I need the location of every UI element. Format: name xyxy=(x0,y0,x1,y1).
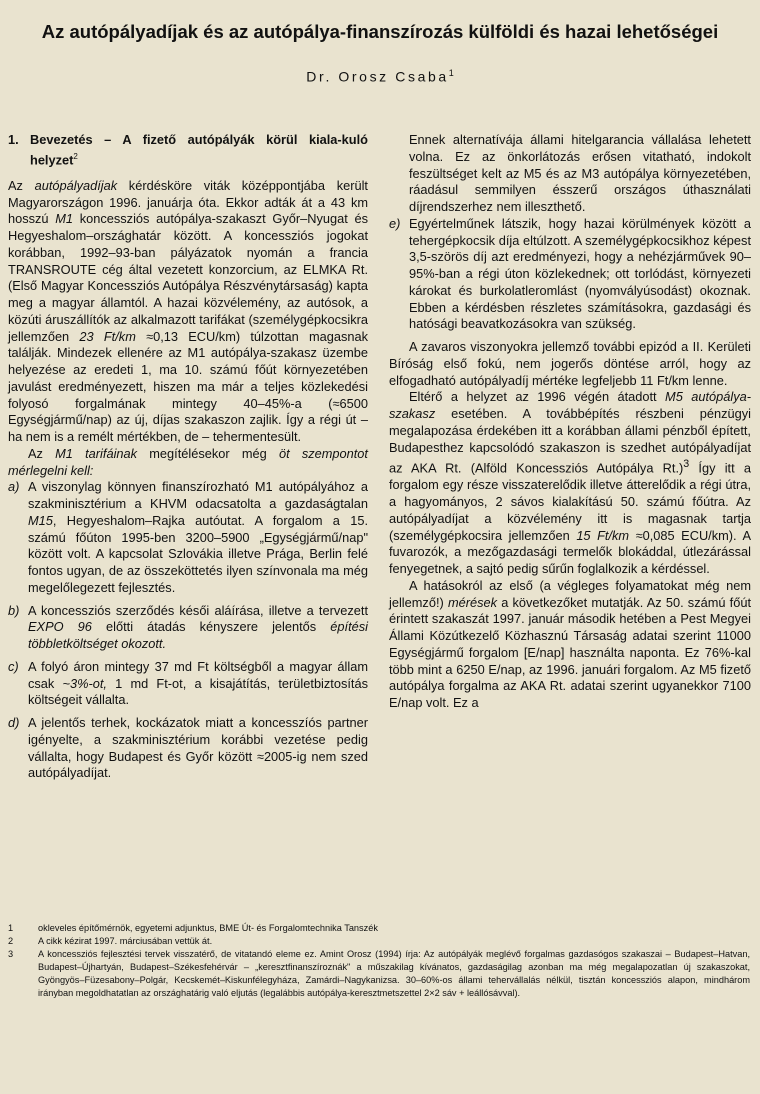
footnote xyxy=(8,935,750,948)
text-run: ≈0,085 ECU/km). A fuvarozók, a mezőgazdasági termelők blokáddal, útlezárással fenyegetnek, a sajtó pedig sűrűn foglalkozik a kérdéssel. xyxy=(389,527,751,577)
text-run: koncessziós autópálya-szakaszt Győr–Nyugat és Hegyeshalom–országhatár között. A koncessziós jogokat korábban, 1992–93-ban pályázatok nyomán a francia TRANSROUTE cég által vezetett konzorcium, az ELMKA Rt. (Első Magyar Koncessziós Autópálya Részvénytársaság) kapta meg a magyar államtól. A hazai közvélemény, az autósok, a közúti áruszállítók az alkalmazott tarifákat (személygépkocsikra jellemzően xyxy=(8,211,368,344)
footnote-mark: 3 xyxy=(683,458,690,471)
text-run: A viszonylag könnyen finanszírozható M1 autópályához a szakminisztérium a KHVM odacsatolta a gazdaságtalan xyxy=(28,479,368,512)
footnote xyxy=(8,922,750,935)
text-run: Az xyxy=(8,177,35,193)
text-run: kérdésköre viták középpontjába került Magyarországon 1996. januárja óta. Ekkor adták át a 43 km hosszú xyxy=(8,177,368,227)
item-text xyxy=(28,479,368,596)
section-title-wrap xyxy=(30,132,368,169)
right-column xyxy=(389,132,751,712)
author-name: Dr. Orosz Csaba xyxy=(306,68,449,85)
emphasis: EXPO 96 xyxy=(28,619,92,635)
article-title: Az autópályadíjak és az autópálya-finanszírozás külföldi és hazai lehetőségei xyxy=(41,21,719,42)
section-heading xyxy=(8,132,368,169)
text-run: A koncessziós szerződés késői aláírása, illetve a tervezett xyxy=(28,602,368,618)
item-text xyxy=(28,659,368,709)
text-run: ≈0,13 ECU/km) túlzottan magasnak találják. Mindezek ellenére az M1 autópálya-szakasz üzembe helyezése az eredeti 1, ma 10. számú főút környezetében javulást eredményezett, hiszen ma már a teljes közlekedési folyosó forgalmának mintegy 40–45%-a (≈6500 Egységjármű/nap) az új, díjas szakaszon zajlik. Így a régi út – ha nem is a remélt mértékben, de – tehermentesült. xyxy=(8,328,368,445)
list-item-c xyxy=(8,659,368,709)
emphasis: M15 xyxy=(28,512,53,528)
emphasis: mérések xyxy=(447,594,498,610)
list-item-d xyxy=(8,715,368,782)
item-label: c) xyxy=(8,658,19,674)
text-run: esetében. A továbbépítés részbeni pénzügyi megalapozása érdekében itt a korábban állami pénzből épített, Budapesthez kapcsolódó szakaszon is szedhet autópályadíjat az AKA Rt. (Alföld Koncessziós Autópálya Rt.) xyxy=(389,406,751,476)
list-item-e xyxy=(389,216,751,333)
text-run: 1 md Ft-ot, a kisajátítás, területbiztosítás költségeit vállalta. xyxy=(28,675,368,708)
item-text: Egyértelműnek látszik, hogy hazai körülmények között a tehergépkocsik díja eltúlzott. A személygépkocsikhoz képest 3,5-szörös díj azt eredményezi, hogy a nehézjárművek 90–95%-ban a régi úton közlekednek; ott torlódást, környezeti károkat és burkolatleromlást (nyomvályúsodást) okoznak. Ebben a kérdésben részletes számításokra, gazdasági és hatósági beavatkozásokra van szükség. xyxy=(409,215,751,332)
item-text: A jelentős terhek, kockázatok miatt a koncesszíós partner igényelte, a szakminisztérium korábbi vezetése pedig vállalta, hogy Budapest és Győr között ≈2005-ig nem szed autópályadíjat. xyxy=(28,715,368,781)
emphasis: öt szempontot mérlegelni kell: xyxy=(8,445,368,478)
item-label: d) xyxy=(8,715,20,731)
list-item-b xyxy=(8,603,368,653)
text-run: A hatásokról az első (a végleges folyamatokat még nem jellemző!) xyxy=(389,577,751,610)
footnote-number: 2 xyxy=(8,936,14,946)
m5-paragraph xyxy=(389,389,751,578)
section-title: Bevezetés – A fizető autópályák körül kiala-kuló helyzet xyxy=(30,132,368,168)
author-line xyxy=(0,68,760,85)
text-run: a következőket mutatják. Az 50. számú főút érintett szakaszát 1997. január második hetében a Pest Megyei Állami Közútkezelő Közhasznú Társaság adatai szerint 11000 Egységjármű forgalom [E/nap] használta naponta. Ez 76%-kal több mint a 6250 E/nap, az 1996. januári forgalom. Az M5 fizető autópálya forgalma az AKA Rt. adatai szerint ugyanekkor 7100 E/nap volt. Ez a xyxy=(389,594,752,711)
court-paragraph: A zavaros viszonyokra jellemző további epizód a II. Kerületi Bíróság első fokú, nem jogerős döntése arról, hogy az elfogadható autópályadíj mértéke legfeljebb 11 Ft/km lenne. xyxy=(389,339,751,388)
text-run: , Hegyeshalom–Rajka autóutat. A forgalom a 15. számú főúton 1995-ben 3200–5900 „Egységjármű/nap" között volt. A kapcsolat Szlovákia illetve Prága, Berlin felé fontos ugyan, de az összeköttetés ilyen színvonala ma még megelőlegezett fejlesztés. xyxy=(28,512,368,595)
footnote-text: okleveles építőmérnök, egyetemi adjunktus, BME Út- és Forgalomtechnika Tanszék xyxy=(38,923,378,933)
text-run: Eltérő a helyzet az 1996 végén átadott xyxy=(409,389,666,405)
text-run: Az xyxy=(28,445,56,461)
footnotes xyxy=(8,922,750,1000)
footnote-number: 3 xyxy=(8,949,14,959)
emphasis: 15 Ft/km xyxy=(576,527,630,543)
emphasis: M5 autópálya-szakasz xyxy=(389,389,752,421)
footnote-text: A koncessziós fejlesztési tervek visszatérő, de vitatandó eleme ez. Amint Orosz (1994) írja: Az autópályák meglévő forgalmas gazdasógos szakaszai – Budapest–Hatvan, Budapest–Újhartyán, Budapest–Székesfehérvár – „keresztfinanszíroznák" a műszakilag kívánatos, gazdaságilag azonban ma még megalapozatlan új szakaszokat, Gyöngyös–Füzesabony–Polgár, Kecskemét–Kiskunfélegyháza, Zamárdi–Nagykanizsa. 30–60%-os állami tehervállalás nélkül, tisztán koncessziós alapon, mindhárom irányban megoldhatatlan az országhatárig való eljutás (legalábbis autópálya-keresztmetszettel 2×2 sáv + leállósávval). xyxy=(38,949,750,998)
intro-paragraph xyxy=(8,178,368,446)
item-d-continuation: Ennek alternatívája állami hitelgarancia vállalása lehetett volna. Ez az önkorlátozás erősen vitatható, indokolt feszültséget kelt az M5 és az M3 autópálya környezetében, ráadásul semmilyen ésszerű országos úthasználati díjrendszerhez nem illeszthető. xyxy=(409,132,751,214)
section-footnote-mark: 2 xyxy=(73,151,78,161)
emphasis: ~3%-ot, xyxy=(62,675,107,691)
measurements-paragraph xyxy=(389,578,751,712)
footnote-number: 1 xyxy=(8,923,14,933)
author-footnote-mark: 1 xyxy=(448,68,454,78)
emphasis: M1 tarifáinak xyxy=(55,445,138,461)
left-column xyxy=(8,132,368,788)
text-run: megítélésekor még xyxy=(137,445,279,461)
footnote xyxy=(8,948,750,1000)
text-run: Így itt a forgalom egy része visszaterelődik illetve átterelődik a régi útra, a hagyományos, 2 sávos kialakítású 50. számú főútra. Az autópályadíjat a közvélemény itt is magasnak tartja (személygépkocsira jellemzően xyxy=(389,460,751,543)
emphasis: 23 Ft/km xyxy=(79,328,136,344)
item-text xyxy=(28,603,368,653)
list-item-a xyxy=(8,479,368,596)
text-run: előtti átadás kényszere jelentős xyxy=(91,619,331,635)
section-number: 1. xyxy=(8,132,19,147)
item-label: e) xyxy=(389,215,401,231)
emphasis: autópályadíjak xyxy=(34,177,118,193)
item-label: b) xyxy=(8,602,20,618)
item-label: a) xyxy=(8,479,20,495)
emphasis: építési többletköltséget okozott. xyxy=(28,619,368,652)
tariff-paragraph xyxy=(8,446,368,480)
text-run: A folyó áron mintegy 37 md Ft költségből a magyar állam csak xyxy=(28,658,368,691)
emphasis: M1 xyxy=(55,211,74,227)
footnote-text: A cikk kézirat 1997. márciusában vettük át. xyxy=(38,936,213,946)
